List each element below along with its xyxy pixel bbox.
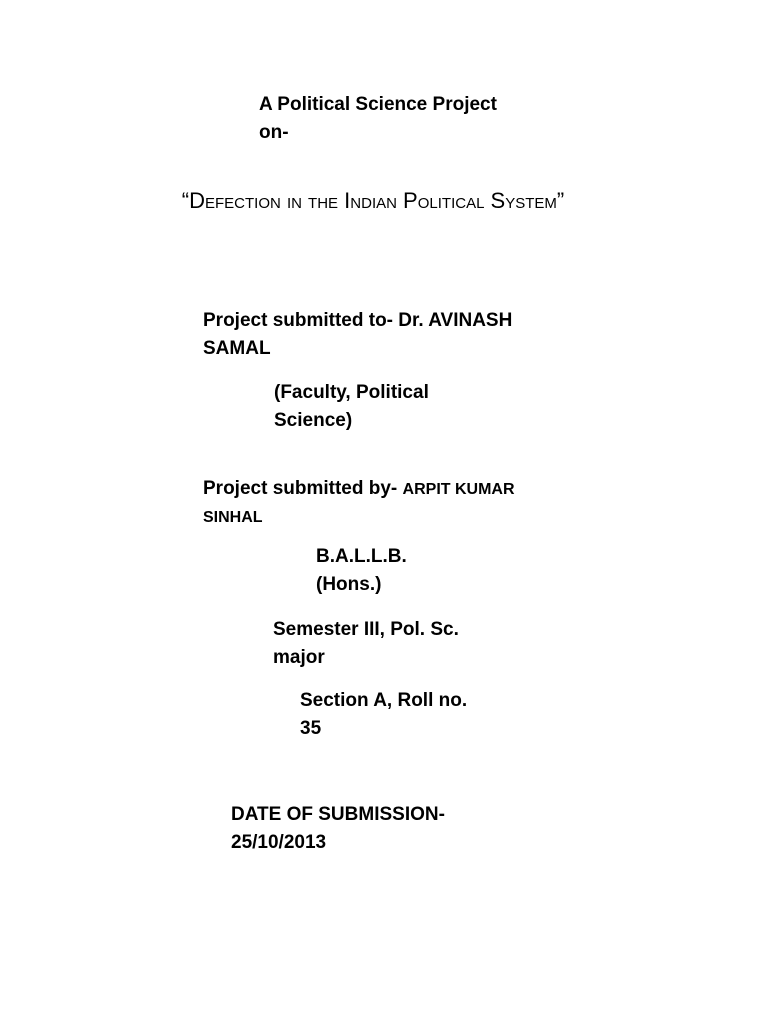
faculty-role-line-1: (Faculty, Political: [274, 382, 429, 403]
submitted-to-label: Project submitted to-: [203, 310, 399, 331]
submission-date-block: [231, 801, 445, 857]
semester-line-1: Semester III, Pol. Sc.: [273, 619, 459, 640]
project-title: “Defection in the Indian Political System”: [181, 188, 565, 213]
student-name-part-1: ARPIT KUMAR: [402, 481, 515, 498]
project-heading: [259, 91, 497, 147]
faculty-role-line-2: Science): [274, 410, 353, 431]
faculty-role: [274, 379, 429, 435]
submitted-to-line-1: [203, 307, 512, 335]
submission-date-value: 25/10/2013: [231, 832, 327, 853]
submitted-by-label: Project submitted by-: [203, 478, 403, 499]
section-line-1: Section A, Roll no.: [300, 690, 468, 711]
semester-line-2: major: [273, 647, 325, 668]
section-info: [300, 687, 467, 743]
submission-date-label: DATE OF SUBMISSION-: [231, 804, 445, 825]
student-name-part-2: SINHAL: [203, 509, 263, 526]
degree-line-2: (Hons.): [316, 574, 382, 595]
heading-line-1: A Political Science Project: [259, 94, 497, 115]
heading-line-2: on-: [259, 122, 289, 143]
submitted-by-block: [203, 475, 515, 532]
submitted-by-line-1: [203, 475, 515, 504]
submitted-to-block: [203, 307, 512, 363]
degree-info: [316, 543, 407, 599]
faculty-name-part-2: SAMAL: [203, 338, 271, 359]
degree-line-1: B.A.L.L.B.: [316, 546, 407, 567]
faculty-name-part-1: Dr. AVINASH: [398, 310, 513, 331]
section-line-2: 35: [300, 718, 322, 739]
semester-info: [273, 616, 459, 672]
